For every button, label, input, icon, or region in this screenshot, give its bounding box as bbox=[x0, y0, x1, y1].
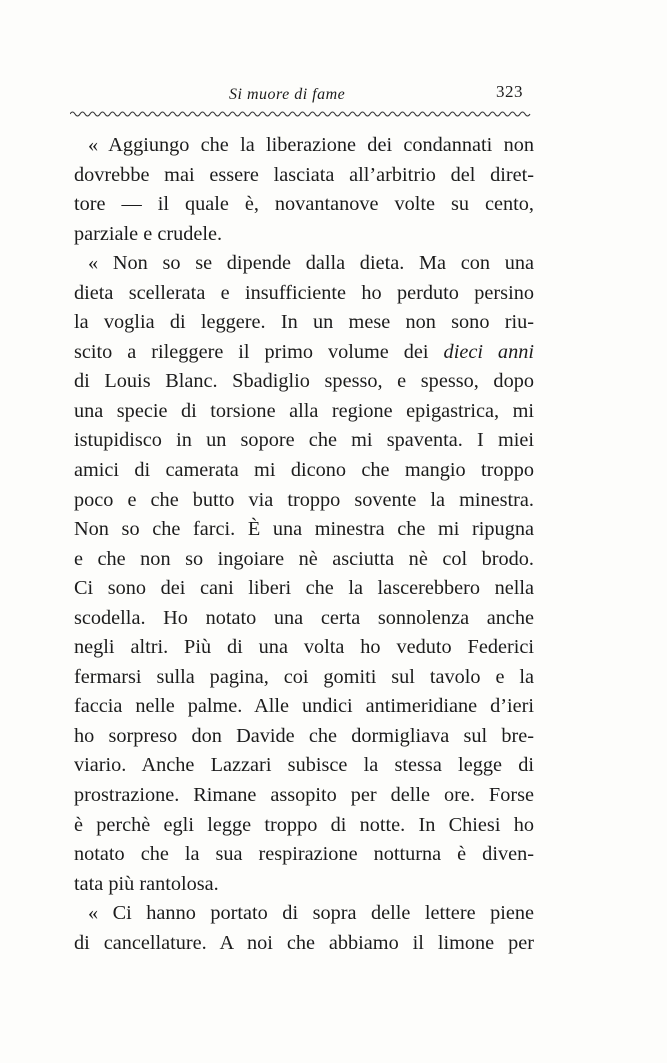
text-line: la voglia di leggere. In un mese non sono riu- bbox=[74, 311, 534, 334]
text-line: faccia nelle palme. Alle undici antimeridiane d’ieri bbox=[74, 695, 534, 718]
text-line: tore — il quale è, novantanove volte su cento, bbox=[74, 193, 534, 216]
text-line: viario. Anche Lazzari subisce la stessa legge di bbox=[74, 754, 534, 777]
text-line-segment: scito a rileggere il primo volume dei bbox=[74, 340, 429, 363]
text-line: « Aggiungo che la liberazione dei condannati non bbox=[88, 134, 534, 156]
text-line: tata più rantolosa. bbox=[74, 872, 219, 895]
wavy-rule-line bbox=[70, 112, 530, 116]
text-line: dovrebbe mai essere lasciata all’arbitrio del diret- bbox=[74, 163, 534, 186]
text-line: amici di camerata mi dicono che mangio troppo bbox=[74, 459, 534, 482]
text-line: è perchè egli legge troppo di notte. In Chiesi ho bbox=[74, 813, 534, 836]
text-line: Non so che farci. È una minestra che mi ripugna bbox=[74, 518, 534, 541]
text-line: istupidisco in un sopore che mi spaventa. I miei bbox=[74, 429, 534, 452]
text-line: prostrazione. Rimane assopito per delle ore. Forse bbox=[74, 784, 534, 807]
text-line: fermarsi sulla pagina, coi gomiti sul tavolo e la bbox=[74, 665, 534, 688]
text-line: una specie di torsione alla regione epigastrica, mi bbox=[74, 399, 534, 422]
text-line: e che non so ingoiare nè asciutta nè col brodo. bbox=[74, 547, 534, 570]
wavy-rule-ornament bbox=[70, 106, 532, 120]
running-title: Si muore di fame bbox=[229, 86, 346, 103]
body-text bbox=[74, 131, 534, 958]
text-line: di cancellature. A noi che abbiamo il limone per bbox=[74, 931, 534, 954]
text-line: Ci sono dei cani liberi che la lascerebbero nella bbox=[74, 577, 534, 600]
text-line: poco e che butto via troppo sovente la minestra. bbox=[74, 488, 534, 511]
text-line: notato che la sua respirazione notturna è diven- bbox=[74, 843, 534, 866]
italic-title: dieci anni bbox=[443, 340, 534, 363]
text-line: scodella. Ho notato una certa sonnolenza anche bbox=[74, 606, 534, 629]
text-line: negli altri. Più di una volta ho veduto Federici bbox=[74, 636, 534, 659]
text-line: ho sorpreso don Davide che dormigliava sul bre- bbox=[74, 724, 534, 747]
text-line: di Louis Blanc. Sbadiglio spesso, e spesso, dopo bbox=[74, 370, 534, 393]
text-line: parziale e crudele. bbox=[74, 222, 223, 245]
text-line: « Non so se dipende dalla dieta. Ma con una bbox=[88, 252, 534, 275]
text-line: dieta scellerata e insufficiente ho perduto persino bbox=[74, 281, 534, 304]
text-line-with-italic bbox=[74, 338, 534, 368]
text-line: « Ci hanno portato di sopra delle lettere piene bbox=[88, 902, 534, 925]
page-number: 323 bbox=[496, 82, 523, 101]
